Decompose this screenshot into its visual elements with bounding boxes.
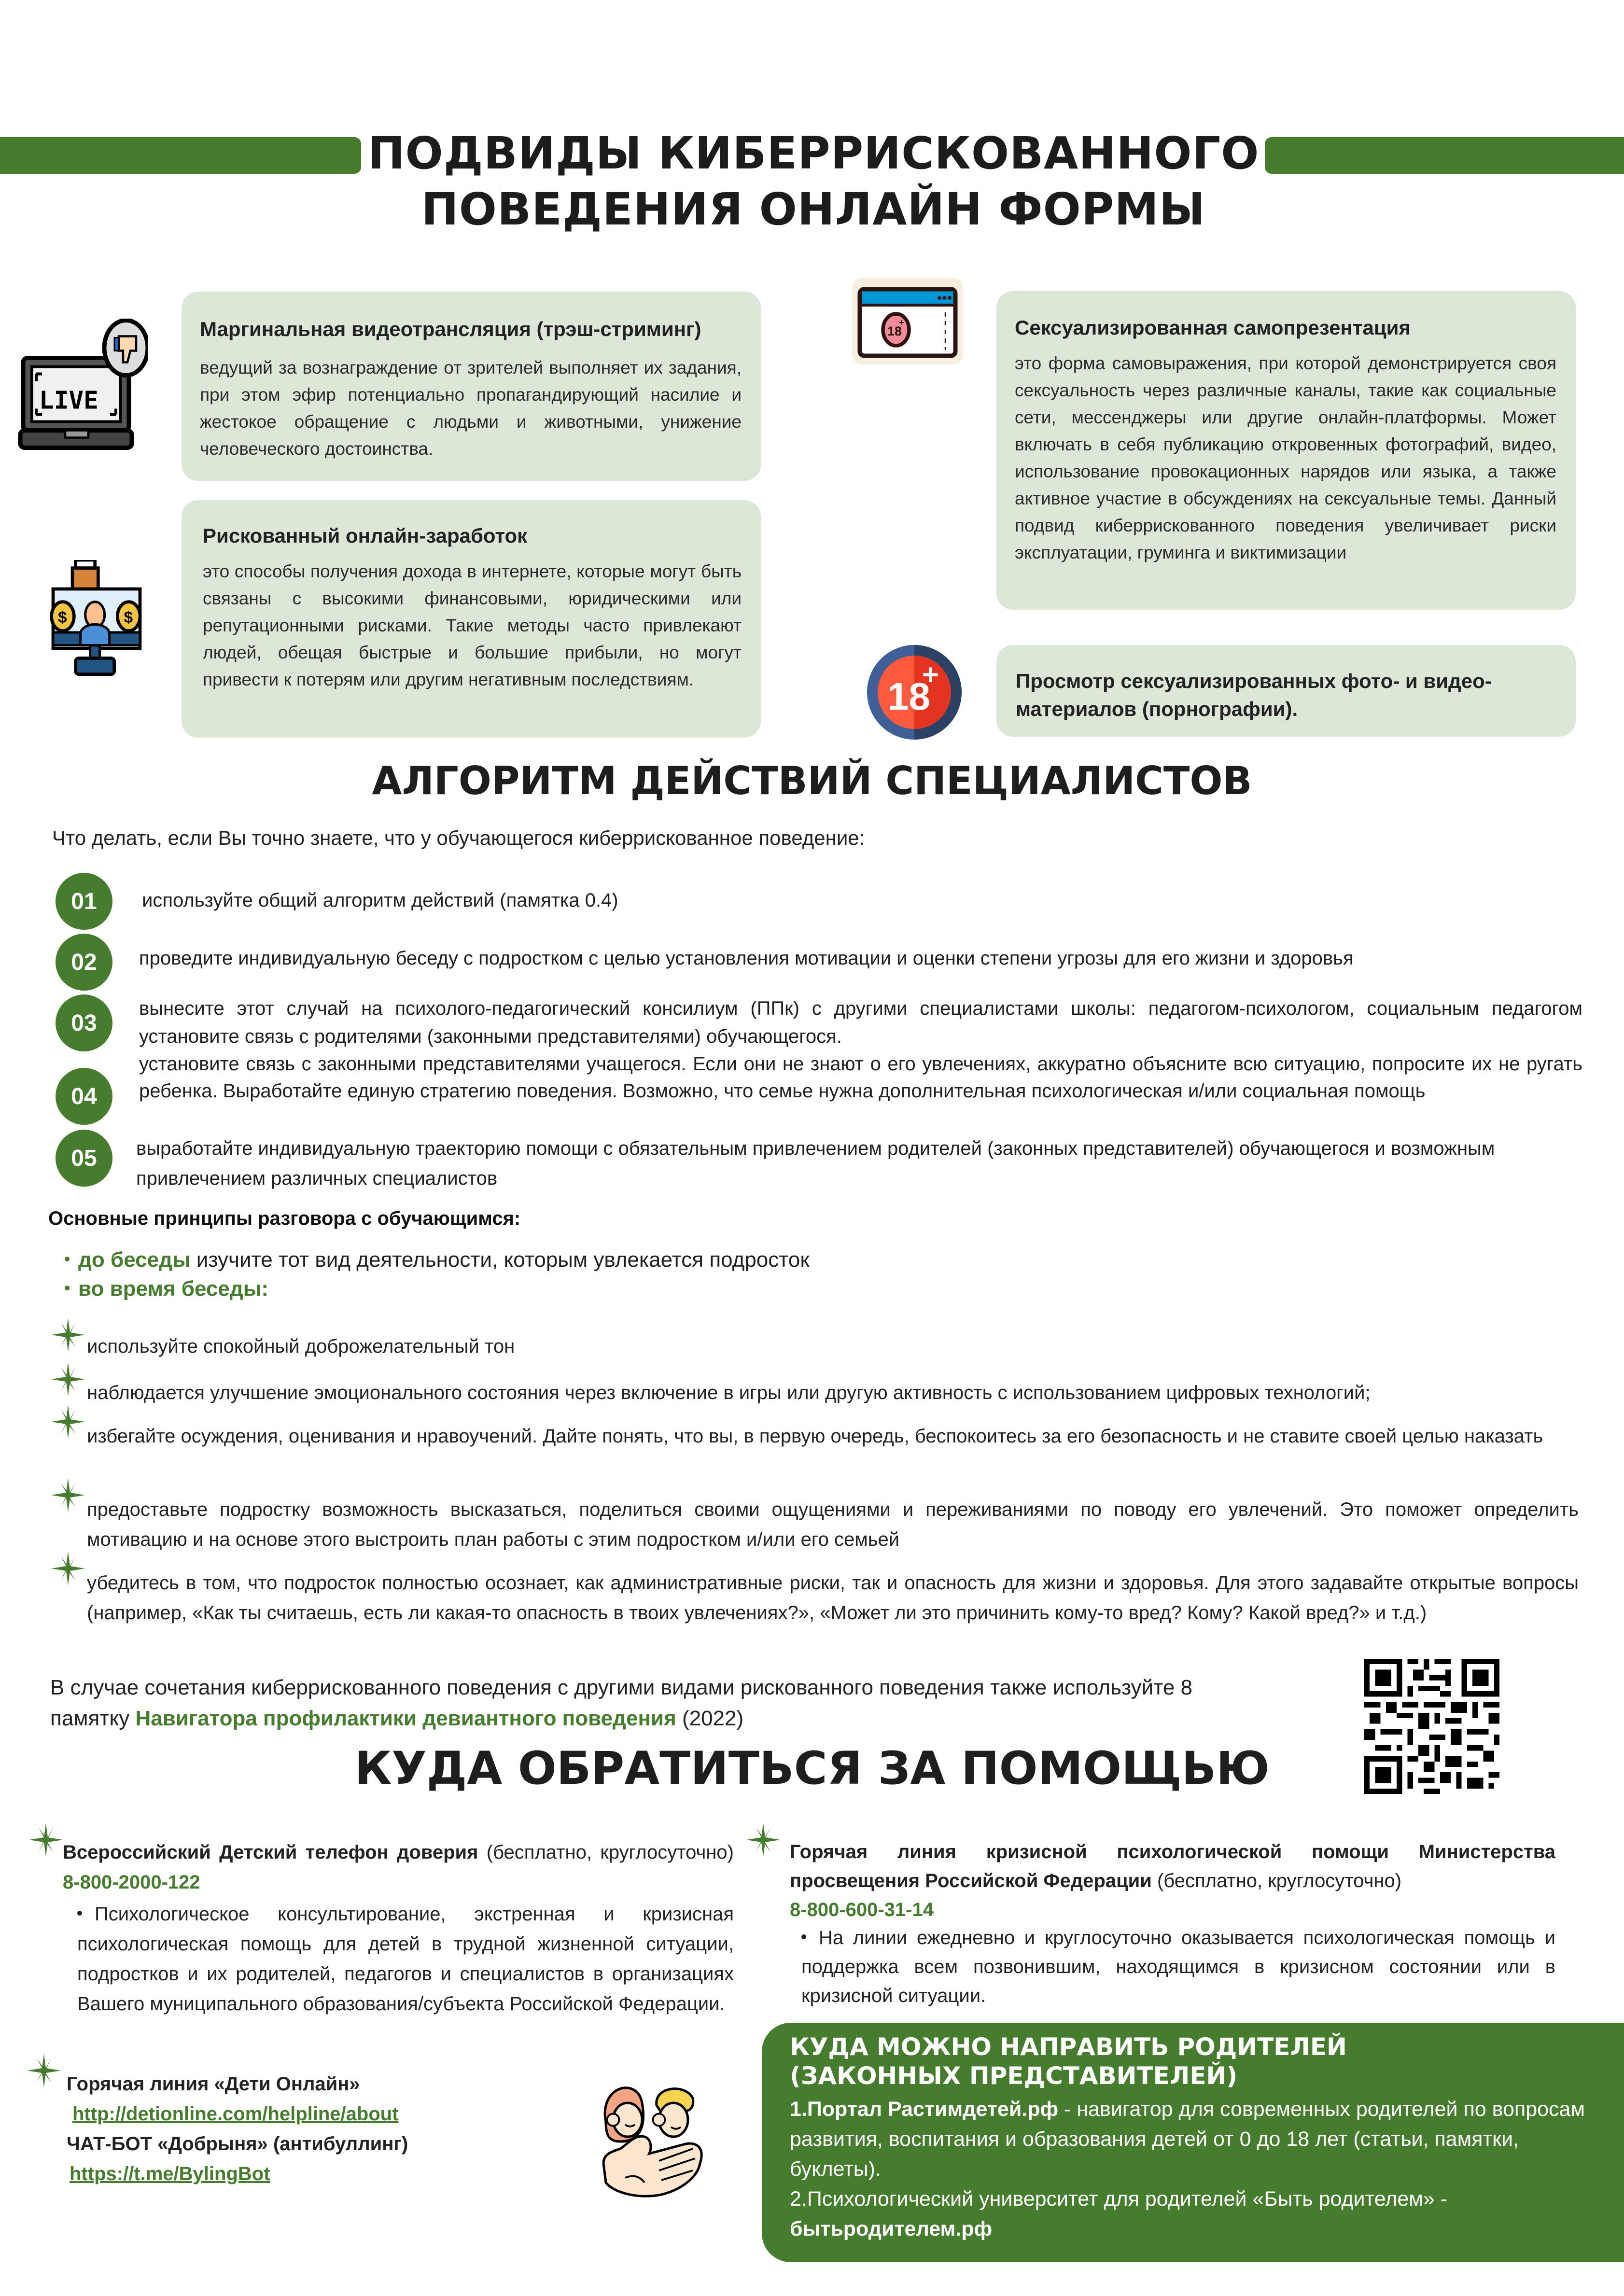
step-number-05 <box>56 1130 112 1187</box>
combination-note-year: (2022) <box>676 1707 744 1730</box>
byt-roditelem-description: 2.Психологический университет для родителей «Быть родителем» - <box>790 2187 1447 2211</box>
children-hotline <box>63 1837 734 1897</box>
live-stream-laptop-icon <box>17 319 148 454</box>
step-number-text: 04 <box>71 1083 97 1109</box>
step-number-03 <box>56 994 112 1051</box>
ministry-hotline <box>790 1837 1555 1924</box>
subtype-description: это способы получения дохода в интернете, которые могут быть связаны с высокими финансовыми, юридическими или репутационными рисками. Такие методы часто привлекают людей, обещая быстрые и большие прибыли, но могут привести к потерям или другим негативным последствиям. <box>203 561 742 689</box>
bullet-icon <box>77 1911 82 1916</box>
step-number-text: 02 <box>71 949 97 975</box>
children-hotline-name: Всероссийский Детский телефон доверия <box>63 1842 478 1863</box>
principle-item: используйте спокойный доброжелательный тон <box>87 1336 515 1357</box>
subtype-description: ведущий за вознаграждение от зрителей выполняет их задания, при этом эфир потенциально пропагандирующий насилие и жестокое обращение с людьми и животными, унижение человеческого достоинства. <box>200 358 742 459</box>
algorithm-section-title: АЛГОРИТМ ДЕЙСТВИЙ СПЕЦИАЛИСТОВ <box>372 758 1252 803</box>
green-star-bullet-icon <box>27 2054 61 2087</box>
svg-text:18: 18 <box>887 324 902 338</box>
family-care-hand-icon <box>589 2074 734 2199</box>
subtype-title: Просмотр сексуализированных фото- и видео-материалов (порнографии). <box>1016 670 1492 720</box>
ministry-hotline-name: Горячая линия кризисной психологической помощи Министерства просвещения Российской Федерации <box>790 1841 1555 1891</box>
green-star-bullet-icon <box>51 1552 85 1585</box>
during-conversation-label: во время беседы: <box>78 1277 269 1301</box>
parents-resource-1 <box>790 2094 1595 2184</box>
subtype-card-trash-streaming <box>182 292 761 481</box>
svg-text:LIVE: LIVE <box>39 386 98 415</box>
page-title-line-1: ПОДВИДЫ КИБЕРРИСКОВАННОГО <box>367 127 1260 179</box>
step-text-03: вынесите этот случай на психолого-педагогический консилиум (ППк) с другими специалистами школы: педагогом-психологом, социальным педагогом установите связь с родителями (законными представителями) обучающегося. <box>139 998 1582 1047</box>
ministry-hotline-note: (бесплатно, круглосуточно) <box>1151 1870 1402 1891</box>
step-text-05: выработайте индивидуальную траекторию помощи с обязательным привлечением родителей (законных представителей) обучающегося и возможным привлечением различных специалистов <box>136 1138 1495 1189</box>
bullet-icon <box>65 1257 70 1261</box>
subtype-card-risky-earning <box>182 500 761 738</box>
children-hotline-note: (бесплатно, круглосуточно) <box>478 1842 734 1863</box>
title-bar-right-decoration <box>1265 137 1624 174</box>
bullet-icon <box>65 1286 70 1290</box>
online-earning-icon <box>48 560 145 676</box>
principle-item: наблюдается улучшение эмоционального состояния через включение в игры или другую активность с использованием цифровых технологий; <box>87 1382 1371 1403</box>
principle-item: убедитесь в том, что подросток полностью осознает, как административные риски, так и опасность для жизни и здоровья. Для этого задавайте открытые вопросы (например, «Как ты считаешь, есть ли какая-то опасность в твоих увлечениях?», «Может ли это причинить кому-то вред? Кому? Какой вред?» и т.д.) <box>87 1572 1579 1624</box>
children-hotline-description-text: Психологическое консультирование, экстренная и кризисная психологическая помощь для детей в трудной жизненной ситуации, подростков и их родителей, педагогов и специалистов в организациях Вашего муниципального образования/субъекта Российской Федерации. <box>77 1904 734 2015</box>
step-number-text: 01 <box>71 888 97 914</box>
subtype-card-sexualized-self-presentation <box>996 291 1576 610</box>
combination-note <box>50 1672 1247 1734</box>
children-hotline-description <box>77 1899 734 2019</box>
ministry-hotline-phone[interactable]: 8-800-600-31-14 <box>790 1899 934 1920</box>
subtype-title: Сексуализированная самопрезентация <box>1015 316 1411 339</box>
step-number-04 <box>56 1068 112 1125</box>
step-text-01: используйте общий алгоритм действий (памятка 0.4) <box>142 890 618 911</box>
step-text-04: установите связь с законными представителями учащегося. Если они не знают о его увлечениях, аккуратно объясните всю ситуацию, попросите их не ругать ребенка. Выработайте единую стратегию поведения. Возможно, что семье нужна дополнительная психологическая и/или социальная помощь <box>139 1053 1582 1102</box>
step-number-text: 03 <box>71 1010 97 1036</box>
principle-during-conversation <box>65 1274 268 1303</box>
step-number-01 <box>56 873 112 930</box>
green-star-bullet-icon <box>51 1362 85 1396</box>
parents-resource-2 <box>790 2184 1595 2244</box>
rastimdetey-description: - навигатор для современных родителей по вопросам развития, воспитания и образования детей от 0 до 18 лет (статьи, памятки, буклеты). <box>790 2098 1585 2181</box>
title-bar-left-decoration <box>0 137 361 174</box>
chatbot-link[interactable]: https://t.me/BylingBot <box>70 2163 270 2184</box>
principle-before-conversation <box>65 1246 810 1274</box>
page-title-line-2: ПОВЕДЕНИЯ ОНЛАЙН ФОРМЫ <box>421 183 1206 235</box>
badge-18-text: 18 <box>887 675 930 718</box>
online-helpline <box>67 2069 598 2189</box>
before-conversation-label: до беседы <box>78 1248 191 1272</box>
18-plus-badge-icon <box>866 644 963 741</box>
detionline-link[interactable]: http://detionline.com/helpline/about <box>72 2103 399 2125</box>
principles-title: Основные принципы разговора с обучающимся: <box>48 1208 521 1229</box>
ministry-hotline-description <box>801 1923 1555 2010</box>
step-number-02 <box>56 934 112 991</box>
green-star-bullet-icon <box>746 1823 780 1857</box>
step-text-02: проведите индивидуальную беседу с подростком с целью установления мотивации и оценки степени угрозы для его жизни и здоровья <box>139 948 1354 969</box>
algorithm-intro: Что делать, если Вы точно знаете, что у обучающегося киберрискованное поведение: <box>52 826 865 849</box>
green-star-bullet-icon <box>29 1823 63 1857</box>
step-number-text: 05 <box>71 1145 97 1171</box>
svg-text:$: $ <box>58 609 67 627</box>
help-section-title: КУДА ОБРАТИТЬСЯ ЗА ПОМОЩЬЮ <box>354 1742 1270 1795</box>
svg-text:$: $ <box>124 609 133 627</box>
before-conversation-text: изучите тот вид деятельности, которым увлекается подросток <box>190 1248 810 1272</box>
combination-note-text: В случае сочетания киберрискованного поведения с другими видами рискованного поведения также используйте 8 памятку <box>50 1676 1193 1730</box>
subtype-description: это форма самовыражения, при которой демонстрируется своя сексуальность через различные каналы, такие как социальные сети, мессенджеры или другие онлайн-платформы. Может включать в себя публикацию откровенных фотографий, видео, использование провокационных нарядов или языка, а также активное участие в обсуждениях на сексуальные темы. Данный подвид киберрискованного поведения увеличивает риски эксплуатации, груминга и виктимизации <box>1015 353 1556 562</box>
navigator-link[interactable]: Навигатора профилактики девиантного поведения <box>135 1707 676 1730</box>
svg-text:+: + <box>899 318 904 327</box>
page-title <box>357 126 1270 238</box>
parents-box-title-line-1: КУДА МОЖНО НАПРАВИТЬ РОДИТЕЛЕЙ <box>790 2033 1347 2061</box>
subtype-card-porn-viewing <box>996 645 1576 737</box>
green-star-bullet-icon <box>51 1405 85 1439</box>
bullet-icon <box>801 1934 806 1939</box>
browser-18-plus-icon <box>852 278 963 364</box>
principle-item: избегайте осуждения, оценивания и нравоучений. Дайте понять, что вы, в первую очередь, беспокоитесь за его безопасность и не ставите своей целью наказать <box>87 1426 1543 1447</box>
parents-resources-box <box>762 2023 1624 2262</box>
green-star-bullet-icon <box>51 1478 85 1512</box>
online-helpline-name: Горячая линия «Дети Онлайн» <box>67 2073 360 2095</box>
badge-plus-text: + <box>922 658 939 691</box>
chatbot-name: ЧАТ-БОТ «Добрыня» (антибуллинг) <box>67 2133 408 2155</box>
subtype-title: Маргинальная видеотрансляция (трэш-стриминг) <box>200 318 701 340</box>
subtype-title: Рискованный онлайн-заработок <box>203 524 528 547</box>
byt-roditelem-link[interactable]: бытьродителем.рф <box>790 2217 993 2240</box>
parents-box-title-line-2: (ЗАКОННЫХ ПРЕДСТАВИТЕЛЕЙ) <box>790 2062 1238 2090</box>
principle-item: предоставьте подростку возможность высказаться, поделиться своими ощущениями и переживаниями по поводу его увлечений. Это поможет определить мотивацию и на основе этого выстроить план работы с этим подростком и/или его семьей <box>87 1499 1579 1550</box>
green-star-bullet-icon <box>51 1318 85 1352</box>
rastimdetey-link[interactable]: 1.Портал Растимдетей.рф <box>790 2098 1059 2121</box>
ministry-hotline-description-text: На линии ежедневно и круглосуточно оказывается психологическая помощь и поддержка всем позвонившим, находящимся в кризисном состоянии или в кризисной ситуации. <box>801 1927 1555 2006</box>
children-hotline-phone[interactable]: 8-800-2000-122 <box>63 1872 200 1893</box>
